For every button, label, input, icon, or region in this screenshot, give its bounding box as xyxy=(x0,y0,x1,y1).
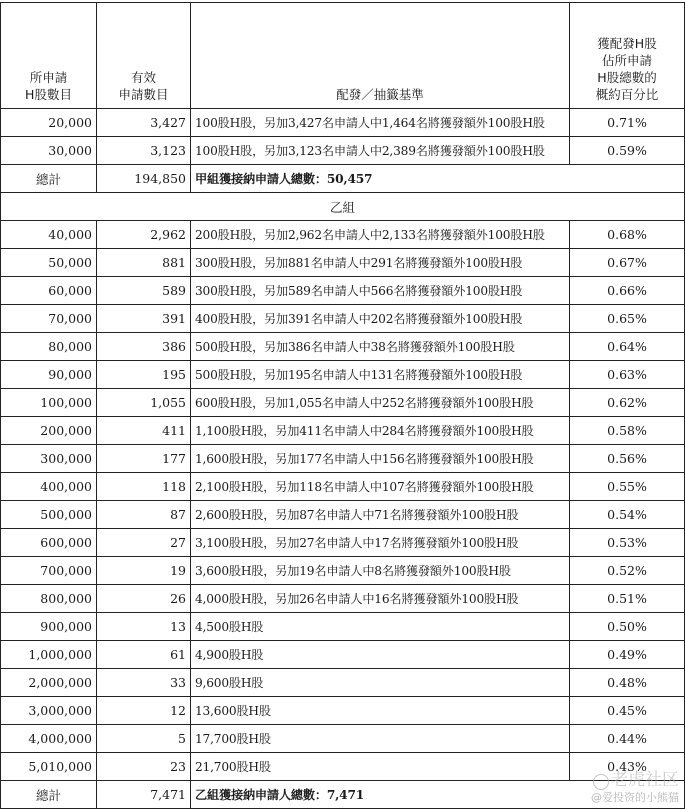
table-row xyxy=(1,361,685,389)
apps-cell: 3,427 xyxy=(97,109,191,137)
apps-cell: 118 xyxy=(97,473,191,501)
pct-cell: 0.48% xyxy=(570,669,685,697)
shares-cell: 60,000 xyxy=(1,277,97,305)
shares-cell: 800,000 xyxy=(1,585,97,613)
tiger-logo-icon xyxy=(593,774,609,790)
apps-cell: 27 xyxy=(97,529,191,557)
table-row xyxy=(1,249,685,277)
table-row xyxy=(1,389,685,417)
apps-cell: 23 xyxy=(97,753,191,781)
apps-cell: 195 xyxy=(97,361,191,389)
shares-cell: 600,000 xyxy=(1,529,97,557)
shares-cell: 4,000,000 xyxy=(1,725,97,753)
basis-cell: 200股H股，另加2,962名申請人中2,133名將獲發額外100股H股 xyxy=(191,221,570,249)
apps-cell: 386 xyxy=(97,333,191,361)
total-label: 總計 xyxy=(1,165,97,193)
basis-cell: 400股H股，另加391名申請人中202名將獲發額外100股H股 xyxy=(191,305,570,333)
pct-cell: 0.45% xyxy=(570,697,685,725)
apps-cell: 61 xyxy=(97,641,191,669)
apps-cell: 19 xyxy=(97,557,191,585)
basis-cell: 9,600股H股 xyxy=(191,669,570,697)
pct-cell: 0.49% xyxy=(570,641,685,669)
watermark xyxy=(591,770,679,805)
apps-cell: 26 xyxy=(97,585,191,613)
table-row xyxy=(1,333,685,361)
shares-cell: 2,000,000 xyxy=(1,669,97,697)
table-row xyxy=(1,753,685,781)
shares-cell: 3,000,000 xyxy=(1,697,97,725)
basis-cell: 4,900股H股 xyxy=(191,641,570,669)
table-row xyxy=(1,501,685,529)
shares-cell: 40,000 xyxy=(1,221,97,249)
group-b-total-row xyxy=(1,781,685,809)
pct-cell: 0.71% xyxy=(570,109,685,137)
pct-cell: 0.44% xyxy=(570,725,685,753)
shares-cell: 100,000 xyxy=(1,389,97,417)
shares-cell: 500,000 xyxy=(1,501,97,529)
table-row xyxy=(1,445,685,473)
shares-cell: 70,000 xyxy=(1,305,97,333)
basis-cell: 100股H股，另加3,427名申請人中1,464名將獲發額外100股H股 xyxy=(191,109,570,137)
basis-cell: 4,500股H股 xyxy=(191,613,570,641)
table-row xyxy=(1,697,685,725)
table-row xyxy=(1,613,685,641)
basis-cell: 3,600股H股，另加19名申請人中8名將獲發額外100股H股 xyxy=(191,557,570,585)
shares-cell: 200,000 xyxy=(1,417,97,445)
shares-cell: 20,000 xyxy=(1,109,97,137)
table-row xyxy=(1,109,685,137)
pct-cell: 0.62% xyxy=(570,389,685,417)
apps-cell: 33 xyxy=(97,669,191,697)
apps-cell: 5 xyxy=(97,725,191,753)
table-row xyxy=(1,137,685,165)
apps-cell: 2,962 xyxy=(97,221,191,249)
basis-cell: 17,700股H股 xyxy=(191,725,570,753)
shares-cell: 50,000 xyxy=(1,249,97,277)
basis-cell: 21,700股H股 xyxy=(191,753,570,781)
table-row xyxy=(1,585,685,613)
basis-cell: 600股H股，另加1,055名申請人中252名將獲發額外100股H股 xyxy=(191,389,570,417)
apps-cell: 87 xyxy=(97,501,191,529)
pct-cell: 0.67% xyxy=(570,249,685,277)
basis-cell: 500股H股，另加386名申請人中38名將獲發額外100股H股 xyxy=(191,333,570,361)
shares-cell: 900,000 xyxy=(1,613,97,641)
table-row xyxy=(1,221,685,249)
shares-cell: 300,000 xyxy=(1,445,97,473)
total-text: 甲組獲接納申請人總數：50,457 xyxy=(191,165,685,193)
pct-cell: 0.55% xyxy=(570,473,685,501)
basis-cell: 100股H股，另加3,123名申請人中2,389名將獲發額外100股H股 xyxy=(191,137,570,165)
table-row xyxy=(1,277,685,305)
apps-cell: 177 xyxy=(97,445,191,473)
basis-cell: 3,100股H股，另加27名申請人中17名將獲發額外100股H股 xyxy=(191,529,570,557)
table-row xyxy=(1,557,685,585)
group-a-total-row xyxy=(1,165,685,193)
table-row xyxy=(1,305,685,333)
apps-cell: 411 xyxy=(97,417,191,445)
shares-cell: 5,010,000 xyxy=(1,753,97,781)
shares-cell: 700,000 xyxy=(1,557,97,585)
pct-cell: 0.63% xyxy=(570,361,685,389)
basis-cell: 2,100股H股，另加118名申請人中107名將獲發額外100股H股 xyxy=(191,473,570,501)
basis-cell: 300股H股，另加881名申請人中291名將獲發額外100股H股 xyxy=(191,249,570,277)
apps-cell: 881 xyxy=(97,249,191,277)
apps-cell: 391 xyxy=(97,305,191,333)
total-text: 乙組獲接納申請人總數：7,471 xyxy=(191,781,685,809)
pct-cell: 0.54% xyxy=(570,501,685,529)
shares-cell: 400,000 xyxy=(1,473,97,501)
table-row xyxy=(1,417,685,445)
header-shares-applied: 所申請 H股數目 xyxy=(1,3,97,109)
basis-cell: 500股H股，另加195名申請人中131名將獲發額外100股H股 xyxy=(191,361,570,389)
header-row xyxy=(1,3,685,109)
basis-cell: 300股H股，另加589名申請人中566名將獲發額外100股H股 xyxy=(191,277,570,305)
pct-cell: 0.43% xyxy=(570,753,685,781)
header-basis: 配發／抽籤基準 xyxy=(191,3,570,109)
apps-cell: 12 xyxy=(97,697,191,725)
pct-cell: 0.56% xyxy=(570,445,685,473)
header-percentage: 獲配發H股 佔所申請 H股總數的 概約百分比 xyxy=(570,3,685,109)
pct-cell: 0.64% xyxy=(570,333,685,361)
watermark-line1: 老虎社区 xyxy=(611,770,679,790)
apps-cell: 1,055 xyxy=(97,389,191,417)
apps-cell: 3,123 xyxy=(97,137,191,165)
pct-cell: 0.68% xyxy=(570,221,685,249)
shares-cell: 80,000 xyxy=(1,333,97,361)
table-row xyxy=(1,641,685,669)
pct-cell: 0.59% xyxy=(570,137,685,165)
pct-cell: 0.52% xyxy=(570,557,685,585)
header-valid-applications: 有效 申請數目 xyxy=(97,3,191,109)
shares-cell: 1,000,000 xyxy=(1,641,97,669)
total-apps: 194,850 xyxy=(97,165,191,193)
basis-cell: 1,600股H股，另加177名申請人中156名將獲發額外100股H股 xyxy=(191,445,570,473)
watermark-line2: @爱投资的小熊猫 xyxy=(591,791,679,804)
apps-cell: 589 xyxy=(97,277,191,305)
shares-cell: 90,000 xyxy=(1,361,97,389)
pct-cell: 0.65% xyxy=(570,305,685,333)
pct-cell: 0.66% xyxy=(570,277,685,305)
group-b-title-row xyxy=(1,193,685,221)
basis-cell: 4,000股H股，另加26名申請人中16名將獲發額外100股H股 xyxy=(191,585,570,613)
table-row xyxy=(1,725,685,753)
total-label: 總計 xyxy=(1,781,97,809)
pct-cell: 0.58% xyxy=(570,417,685,445)
shares-cell: 30,000 xyxy=(1,137,97,165)
basis-cell: 1,100股H股，另加411名申請人中284名將獲發額外100股H股 xyxy=(191,417,570,445)
pct-cell: 0.51% xyxy=(570,585,685,613)
table-row xyxy=(1,473,685,501)
total-apps: 7,471 xyxy=(97,781,191,809)
pct-cell: 0.50% xyxy=(570,613,685,641)
group-b-title: 乙組 xyxy=(1,193,685,221)
allotment-table xyxy=(0,2,685,809)
apps-cell: 13 xyxy=(97,613,191,641)
pct-cell: 0.53% xyxy=(570,529,685,557)
basis-cell: 13,600股H股 xyxy=(191,697,570,725)
basis-cell: 2,600股H股，另加87名申請人中71名將獲發額外100股H股 xyxy=(191,501,570,529)
table-row xyxy=(1,669,685,697)
table-row xyxy=(1,529,685,557)
